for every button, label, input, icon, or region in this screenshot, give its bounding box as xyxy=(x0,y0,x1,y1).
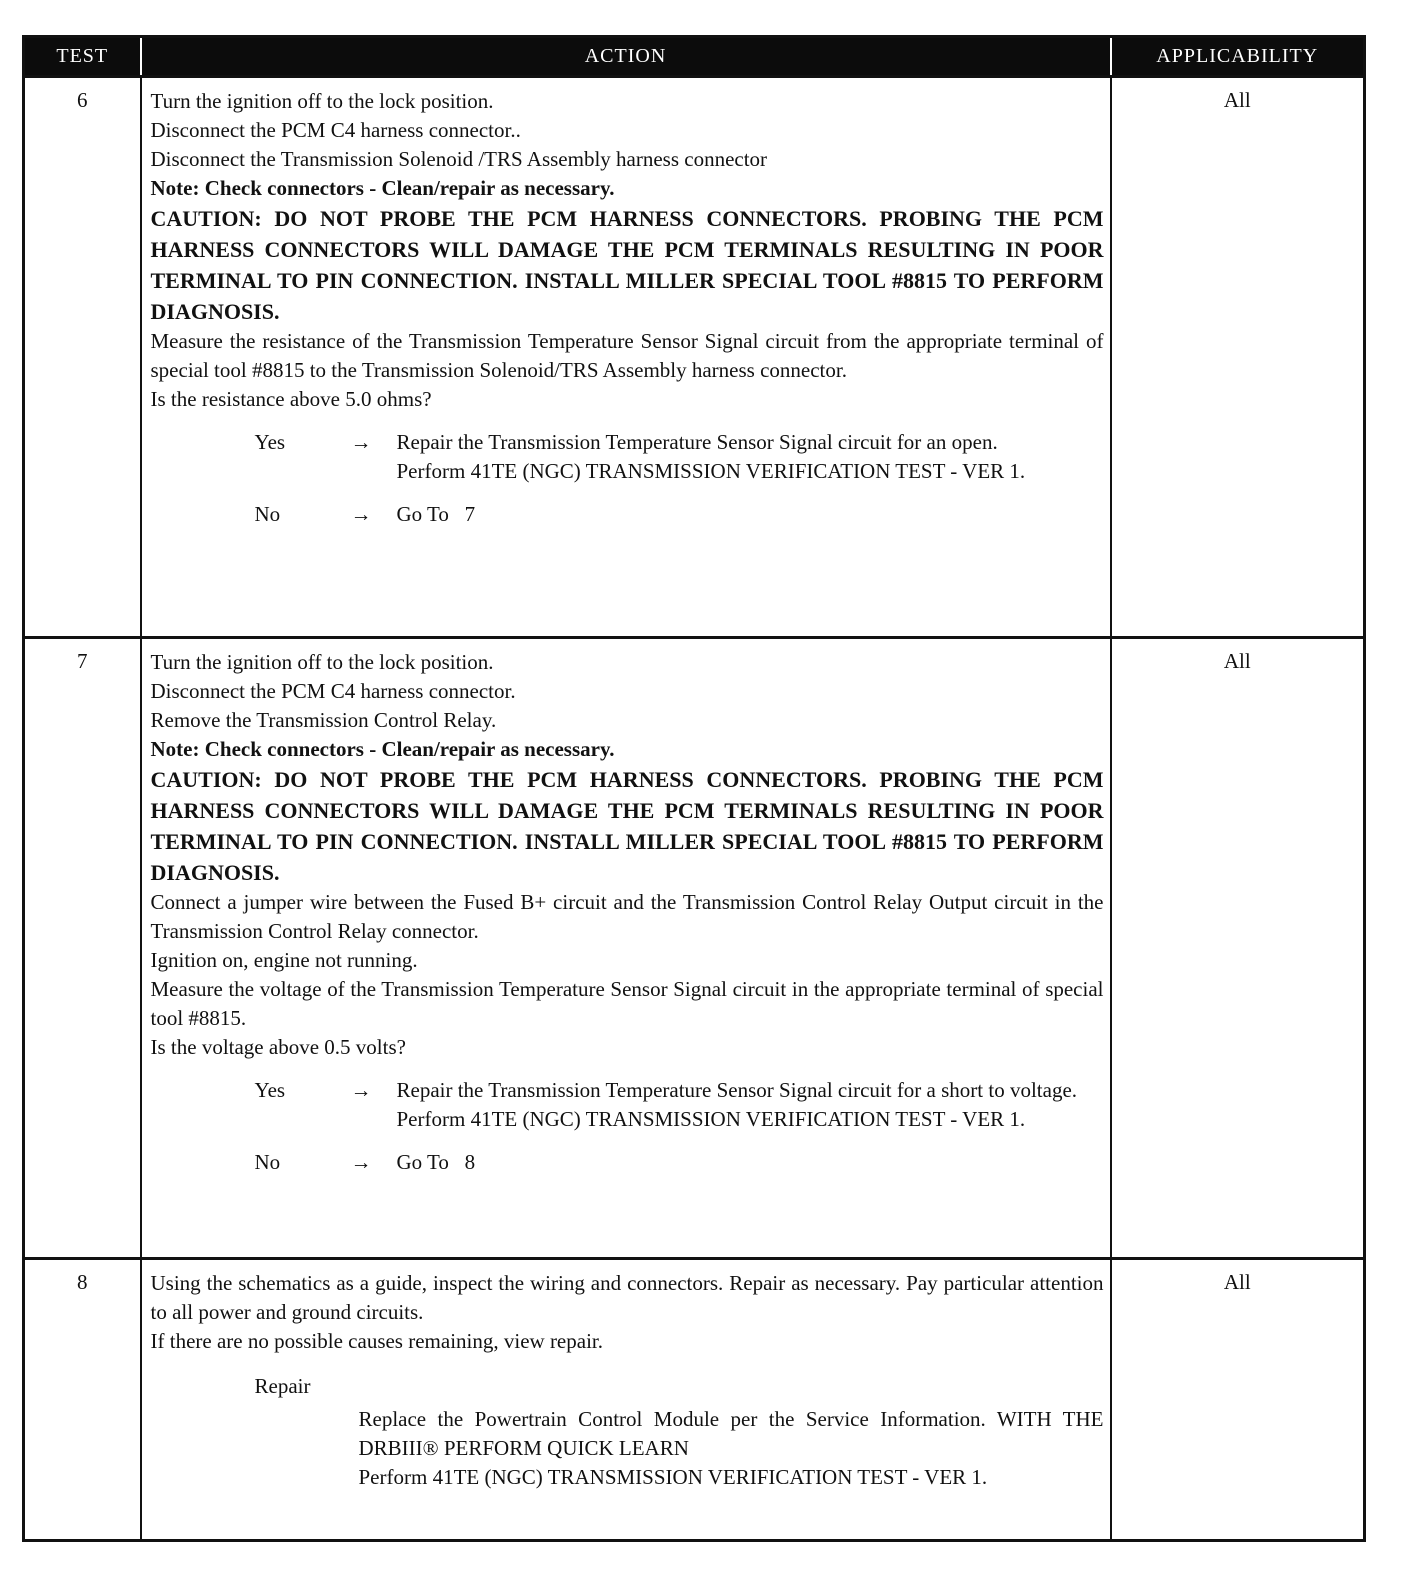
step-text: Measure the resistance of the Transmission Temperature Sensor Signal circuit from the appropriate terminal of special tool #8815 to the Transmission Solenoid/TRS Assembly harness connector. xyxy=(150,329,1104,382)
header-test: TEST xyxy=(24,37,141,77)
test-number: 7 xyxy=(24,638,141,1259)
action-cell xyxy=(141,1259,1111,1541)
table-row xyxy=(24,77,1365,638)
yes-text: Perform 41TE (NGC) TRANSMISSION VERIFICATION TEST - VER 1. xyxy=(396,459,1026,483)
yes-branch xyxy=(151,1076,1104,1134)
step-text: Turn the ignition off to the lock position. xyxy=(150,650,494,674)
arrow-icon: → xyxy=(350,430,372,454)
table-row xyxy=(24,638,1365,1259)
yes-text: Perform 41TE (NGC) TRANSMISSION VERIFICATION TEST - VER 1. xyxy=(396,1107,1026,1131)
step-text: Measure the voltage of the Transmission Temperature Sensor Signal circuit in the appropriate terminal of special tool #8815. xyxy=(150,977,1104,1030)
caution-text: CAUTION: DO NOT PROBE THE PCM HARNESS CONNECTORS. PROBING THE PCM HARNESS CONNECTORS WILL DAMAGE THE PCM TERMINALS RESULTING IN POOR TERMINAL TO PIN CONNECTION. INSTALL MILLER SPECIAL TOOL #8815 TO PERFORM DIAGNOSIS. xyxy=(150,206,1104,324)
question-text: Is the resistance above 5.0 ohms? xyxy=(150,387,432,411)
caution-text: CAUTION: DO NOT PROBE THE PCM HARNESS CONNECTORS. PROBING THE PCM HARNESS CONNECTORS WILL DAMAGE THE PCM TERMINALS RESULTING IN POOR TERMINAL TO PIN CONNECTION. INSTALL MILLER SPECIAL TOOL #8815 TO PERFORM DIAGNOSIS. xyxy=(150,767,1104,885)
yes-branch xyxy=(151,428,1104,486)
arrow-icon: → xyxy=(350,1150,372,1174)
step-text: Ignition on, engine not running. xyxy=(150,948,418,972)
table-header-row xyxy=(24,37,1365,77)
table-row xyxy=(24,1259,1365,1541)
yes-text: Repair the Transmission Temperature Sensor Signal circuit for an open. xyxy=(396,430,998,454)
applicability-value: All xyxy=(1111,1259,1365,1541)
arrow-icon: → xyxy=(350,1078,372,1102)
yes-label: Yes xyxy=(254,430,286,454)
test-number: 6 xyxy=(24,77,141,638)
no-label: No xyxy=(254,502,281,526)
repair-branch xyxy=(151,1405,1104,1492)
step-text: Connect a jumper wire between the Fused B+ circuit and the Transmission Control Relay Output circuit in the Transmission Control Relay connector. xyxy=(150,890,1104,943)
goto-link[interactable]: Go To 8 xyxy=(396,1150,476,1174)
header-applicability: APPLICABILITY xyxy=(1111,37,1365,77)
step-text: Remove the Transmission Control Relay. xyxy=(150,708,497,732)
applicability-value: All xyxy=(1111,77,1365,638)
no-label: No xyxy=(254,1150,281,1174)
note-text: Note: Check connectors - Clean/repair as necessary. xyxy=(150,737,615,761)
step-text: Disconnect the PCM C4 harness connector.. xyxy=(150,118,521,142)
action-cell xyxy=(141,77,1111,638)
arrow-icon: → xyxy=(350,502,372,526)
header-action: ACTION xyxy=(141,37,1111,77)
repair-label: Repair xyxy=(254,1374,311,1398)
repair-text: Perform 41TE (NGC) TRANSMISSION VERIFICATION TEST - VER 1. xyxy=(358,1465,988,1489)
step-text: Using the schematics as a guide, inspect the wiring and connectors. Repair as necessary. Pay particular attention to all power and ground circuits. xyxy=(150,1271,1104,1324)
test-number: 8 xyxy=(24,1259,141,1541)
yes-label: Yes xyxy=(254,1078,286,1102)
step-text: Disconnect the Transmission Solenoid /TRS Assembly harness connector xyxy=(150,147,768,171)
yes-text: Repair the Transmission Temperature Sensor Signal circuit for a short to voltage. xyxy=(396,1078,1078,1102)
action-cell xyxy=(141,638,1111,1259)
step-text: If there are no possible causes remaining, view repair. xyxy=(150,1329,603,1353)
goto-link[interactable]: Go To 7 xyxy=(396,502,476,526)
no-branch xyxy=(151,1148,1104,1177)
diagnostic-table xyxy=(22,35,1366,1542)
note-text: Note: Check connectors - Clean/repair as necessary. xyxy=(150,176,615,200)
step-text: Disconnect the PCM C4 harness connector. xyxy=(150,679,516,703)
repair-text: Replace the Powertrain Control Module per the Service Information. WITH THE DRBIII® PERFORM QUICK LEARN xyxy=(358,1407,1104,1460)
step-text: Turn the ignition off to the lock position. xyxy=(150,89,494,113)
applicability-value: All xyxy=(1111,638,1365,1259)
no-branch xyxy=(151,500,1104,529)
question-text: Is the voltage above 0.5 volts? xyxy=(150,1035,406,1059)
